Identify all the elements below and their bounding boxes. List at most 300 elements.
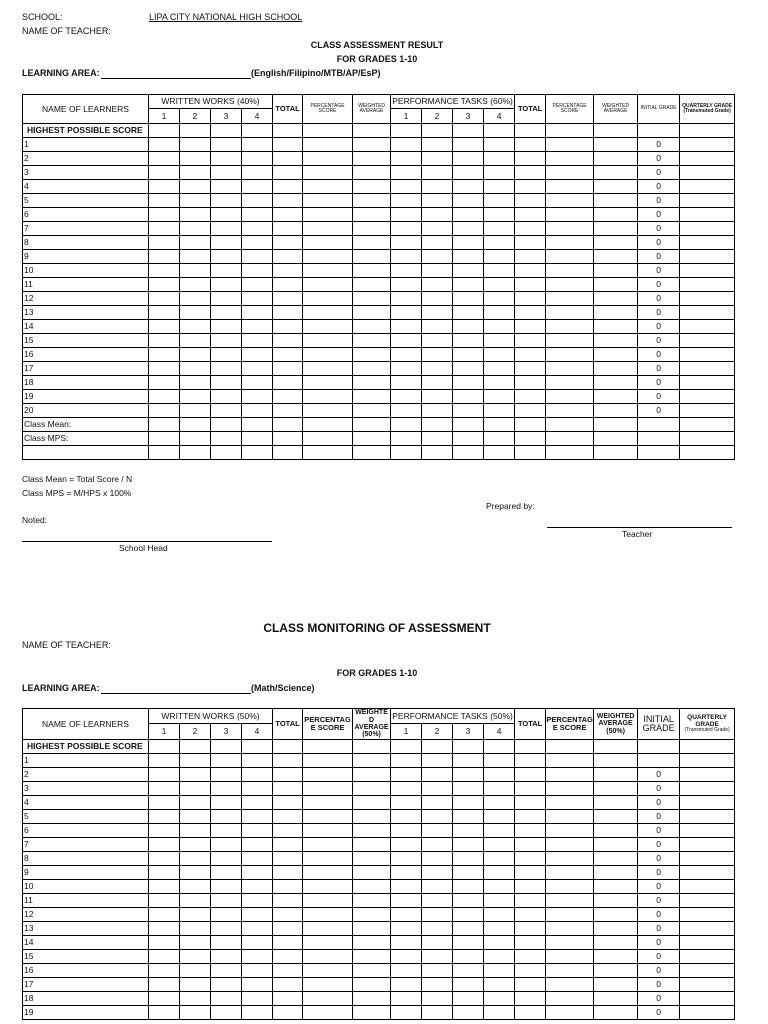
s1-learner-16-cell[interactable] [273, 348, 303, 362]
s2-learner-19-cell[interactable] [353, 1006, 391, 1020]
s1-blank-cell[interactable] [422, 446, 453, 460]
s2-learner-13-cell[interactable] [422, 922, 453, 936]
s1-learner-19-cell[interactable] [422, 390, 453, 404]
s2-hps-cell[interactable] [149, 740, 180, 754]
s2-learner-19-cell[interactable] [594, 1006, 638, 1020]
s1-learner-20-cell[interactable] [594, 404, 638, 418]
s2-learner-17-cell[interactable] [353, 978, 391, 992]
s2-learner-13-cell[interactable] [453, 922, 484, 936]
s2-learner-4-cell[interactable] [594, 796, 638, 810]
s2-learner-7-cell[interactable] [180, 838, 211, 852]
s1-learner-5-cell[interactable] [353, 194, 391, 208]
s1-class-mps-cell[interactable] [422, 432, 453, 446]
s2-learner-16-cell[interactable] [484, 964, 515, 978]
s1-learner-1-cell[interactable] [422, 138, 453, 152]
s1-learner-11-cell[interactable] [211, 278, 242, 292]
s2-learner-16-cell[interactable] [422, 964, 453, 978]
s1-class-mps-cell[interactable] [515, 432, 546, 446]
s2-learner-5-cell[interactable] [353, 810, 391, 824]
s1-learner-3-cell[interactable] [422, 166, 453, 180]
s2-learner-14-cell[interactable] [453, 936, 484, 950]
s1-learner-13-cell[interactable] [546, 306, 594, 320]
s2-learner-12-cell[interactable] [391, 908, 422, 922]
s1-blank-cell[interactable] [149, 446, 180, 460]
s2-learner-8-cell[interactable] [515, 852, 546, 866]
s2-learner-2-cell[interactable] [484, 768, 515, 782]
s2-learner-3-cell[interactable] [273, 782, 303, 796]
s1-learner-3-cell[interactable] [546, 166, 594, 180]
s1-learner-16-cell[interactable] [546, 348, 594, 362]
s1-learner-15-cell[interactable] [594, 334, 638, 348]
s1-learner-14-cell[interactable] [273, 320, 303, 334]
s1-learner-19-cell[interactable] [273, 390, 303, 404]
s1-learner-17-cell[interactable] [303, 362, 353, 376]
s1-blank-cell[interactable] [453, 446, 484, 460]
s1-learner-8-cell[interactable] [515, 236, 546, 250]
s2-learner-7-cell[interactable] [680, 838, 735, 852]
s1-learner-18-cell[interactable] [391, 376, 422, 390]
s1-learner-19-cell[interactable] [353, 390, 391, 404]
s1-learner-6-cell[interactable] [180, 208, 211, 222]
s1-learner-6-cell[interactable] [211, 208, 242, 222]
s2-learner-9-cell[interactable] [242, 866, 273, 880]
s1-learner-2-cell[interactable] [211, 152, 242, 166]
s1-learner-20-cell[interactable] [353, 404, 391, 418]
s1-learner-9-cell[interactable] [680, 250, 735, 264]
s1-blank-cell[interactable] [242, 446, 273, 460]
s1-learner-8-cell[interactable] [353, 236, 391, 250]
s1-learner-4-cell[interactable] [273, 180, 303, 194]
s2-learner-4-cell[interactable] [273, 796, 303, 810]
s1-learner-14-cell[interactable] [353, 320, 391, 334]
s1-learner-15-cell[interactable] [546, 334, 594, 348]
s1-learner-3-initial-grade[interactable]: 0 [638, 166, 680, 180]
s2-learner-10-cell[interactable] [242, 880, 273, 894]
s2-learner-18-cell[interactable] [515, 992, 546, 1006]
s1-learner-20-cell[interactable] [273, 404, 303, 418]
s2-learner-5-cell[interactable] [453, 810, 484, 824]
s1-learner-9-cell[interactable] [391, 250, 422, 264]
s1-learner-11-cell[interactable] [180, 278, 211, 292]
s1-hps-cell[interactable] [353, 124, 391, 138]
s1-learner-13-cell[interactable] [303, 306, 353, 320]
s1-learner-14-cell[interactable] [594, 320, 638, 334]
s1-learner-10-cell[interactable] [180, 264, 211, 278]
s1-learner-7-cell[interactable] [211, 222, 242, 236]
s1-learner-4-cell[interactable] [594, 180, 638, 194]
s1-learner-19-cell[interactable] [680, 390, 735, 404]
s1-learner-17-cell[interactable] [484, 362, 515, 376]
s1-learner-20-cell[interactable] [422, 404, 453, 418]
s1-learner-12-initial-grade[interactable]: 0 [638, 292, 680, 306]
s2-learner-14-cell[interactable] [391, 936, 422, 950]
s1-learner-13-cell[interactable] [273, 306, 303, 320]
s2-learner-6-cell[interactable] [515, 824, 546, 838]
s2-learner-17-cell[interactable] [303, 978, 353, 992]
s2-learner-8-cell[interactable] [391, 852, 422, 866]
s1-learner-6-cell[interactable] [422, 208, 453, 222]
s1-blank-cell[interactable] [594, 446, 638, 460]
s2-learner-8-cell[interactable] [242, 852, 273, 866]
s2-learner-3-cell[interactable] [546, 782, 594, 796]
s2-hps-cell[interactable] [273, 740, 303, 754]
s2-learner-8-cell[interactable] [303, 852, 353, 866]
s1-learner-17-cell[interactable] [422, 362, 453, 376]
s1-learner-8-cell[interactable] [149, 236, 180, 250]
s2-learner-8-initial-grade[interactable]: 0 [638, 852, 680, 866]
s1-learner-20-cell[interactable] [484, 404, 515, 418]
s1-hps-cell[interactable] [149, 124, 180, 138]
s2-learner-15-cell[interactable] [391, 950, 422, 964]
s1-learner-9-cell[interactable] [242, 250, 273, 264]
s2-learner-15-cell[interactable] [149, 950, 180, 964]
s1-learner-12-cell[interactable] [515, 292, 546, 306]
s1-learner-10-cell[interactable] [546, 264, 594, 278]
s1-learner-6-cell[interactable] [594, 208, 638, 222]
s1-learner-20-cell[interactable] [391, 404, 422, 418]
s2-learner-10-cell[interactable] [515, 880, 546, 894]
s1-learner-13-cell[interactable] [353, 306, 391, 320]
s1-learner-9-cell[interactable] [303, 250, 353, 264]
s2-learner-6-cell[interactable] [484, 824, 515, 838]
s1-hps-cell[interactable] [303, 124, 353, 138]
s1-learner-7-cell[interactable] [273, 222, 303, 236]
s1-learner-18-cell[interactable] [149, 376, 180, 390]
s2-learner-13-cell[interactable] [211, 922, 242, 936]
s1-learner-11-cell[interactable] [422, 278, 453, 292]
s1-learner-8-cell[interactable] [546, 236, 594, 250]
s1-learner-7-initial-grade[interactable]: 0 [638, 222, 680, 236]
s1-learner-16-cell[interactable] [422, 348, 453, 362]
s1-learner-17-cell[interactable] [515, 362, 546, 376]
s2-learner-14-cell[interactable] [546, 936, 594, 950]
s2-learner-5-cell[interactable] [211, 810, 242, 824]
s1-learner-1-cell[interactable] [594, 138, 638, 152]
s1-blank-cell[interactable] [680, 446, 735, 460]
s1-learner-12-cell[interactable] [242, 292, 273, 306]
s2-learner-13-cell[interactable] [273, 922, 303, 936]
s2-learner-2-cell[interactable] [680, 768, 735, 782]
s2-learner-1-cell[interactable] [149, 754, 180, 768]
s1-learner-7-cell[interactable] [391, 222, 422, 236]
s1-learner-8-cell[interactable] [180, 236, 211, 250]
s2-learner-14-cell[interactable] [515, 936, 546, 950]
s2-hps-cell[interactable] [211, 740, 242, 754]
s2-learner-6-cell[interactable] [180, 824, 211, 838]
s1-learner-18-initial-grade[interactable]: 0 [638, 376, 680, 390]
s2-learner-3-cell[interactable] [484, 782, 515, 796]
s2-learner-9-cell[interactable] [680, 866, 735, 880]
s2-learner-1-cell[interactable] [638, 754, 680, 768]
s1-class-mean-cell[interactable] [453, 418, 484, 432]
s2-hps-cell[interactable] [180, 740, 211, 754]
s2-learner-17-cell[interactable] [594, 978, 638, 992]
s1-learner-6-cell[interactable] [453, 208, 484, 222]
s1-class-mps-cell[interactable] [242, 432, 273, 446]
s1-learner-5-cell[interactable] [391, 194, 422, 208]
s1-learner-11-cell[interactable] [149, 278, 180, 292]
s2-learner-15-cell[interactable] [546, 950, 594, 964]
s2-learner-15-initial-grade[interactable]: 0 [638, 950, 680, 964]
s1-learner-8-cell[interactable] [391, 236, 422, 250]
s2-learner-14-cell[interactable] [680, 936, 735, 950]
s2-learner-11-cell[interactable] [484, 894, 515, 908]
s2-learner-4-cell[interactable] [242, 796, 273, 810]
s1-learner-11-initial-grade[interactable]: 0 [638, 278, 680, 292]
s2-learner-17-cell[interactable] [180, 978, 211, 992]
s2-learner-17-cell[interactable] [149, 978, 180, 992]
s2-learner-11-cell[interactable] [594, 894, 638, 908]
s2-learner-6-cell[interactable] [391, 824, 422, 838]
s2-learner-5-cell[interactable] [422, 810, 453, 824]
s2-learner-10-cell[interactable] [422, 880, 453, 894]
s2-learner-19-cell[interactable] [515, 1006, 546, 1020]
s2-learner-12-cell[interactable] [180, 908, 211, 922]
s2-learner-14-cell[interactable] [353, 936, 391, 950]
s1-hps-cell[interactable] [453, 124, 484, 138]
s2-learner-14-cell[interactable] [422, 936, 453, 950]
s1-learner-5-initial-grade[interactable]: 0 [638, 194, 680, 208]
s1-learner-17-cell[interactable] [594, 362, 638, 376]
s1-learner-11-cell[interactable] [242, 278, 273, 292]
s2-learner-17-cell[interactable] [453, 978, 484, 992]
s1-learner-13-cell[interactable] [149, 306, 180, 320]
s1-learner-20-initial-grade[interactable]: 0 [638, 404, 680, 418]
s1-learner-1-cell[interactable] [680, 138, 735, 152]
s1-learner-14-cell[interactable] [242, 320, 273, 334]
s2-learner-10-cell[interactable] [453, 880, 484, 894]
s2-learner-1-cell[interactable] [303, 754, 353, 768]
s1-learner-16-cell[interactable] [211, 348, 242, 362]
s2-learner-1-cell[interactable] [273, 754, 303, 768]
s1-class-mean-cell[interactable] [353, 418, 391, 432]
s1-learner-19-cell[interactable] [515, 390, 546, 404]
s1-learner-8-cell[interactable] [594, 236, 638, 250]
learning-area-blank[interactable] [101, 78, 251, 79]
s2-learner-9-cell[interactable] [546, 866, 594, 880]
s2-learner-6-cell[interactable] [594, 824, 638, 838]
s1-class-mps-cell[interactable] [680, 432, 735, 446]
s1-learner-16-cell[interactable] [353, 348, 391, 362]
s1-hps-cell[interactable] [422, 124, 453, 138]
s2-learner-4-cell[interactable] [515, 796, 546, 810]
s1-class-mps-cell[interactable] [546, 432, 594, 446]
s1-learner-2-cell[interactable] [149, 152, 180, 166]
s1-learner-12-cell[interactable] [211, 292, 242, 306]
s1-class-mps-cell[interactable] [484, 432, 515, 446]
s1-learner-12-cell[interactable] [594, 292, 638, 306]
s1-learner-15-initial-grade[interactable]: 0 [638, 334, 680, 348]
s2-learner-19-cell[interactable] [546, 1006, 594, 1020]
s1-learner-15-cell[interactable] [391, 334, 422, 348]
s1-learner-10-cell[interactable] [353, 264, 391, 278]
s1-learner-1-cell[interactable] [242, 138, 273, 152]
s2-learner-14-cell[interactable] [211, 936, 242, 950]
s1-learner-3-cell[interactable] [391, 166, 422, 180]
s2-learner-9-cell[interactable] [149, 866, 180, 880]
s1-learner-10-cell[interactable] [680, 264, 735, 278]
s1-learner-16-cell[interactable] [242, 348, 273, 362]
s1-learner-17-cell[interactable] [180, 362, 211, 376]
s2-hps-cell[interactable] [546, 740, 594, 754]
s1-learner-6-cell[interactable] [303, 208, 353, 222]
s2-learner-4-cell[interactable] [484, 796, 515, 810]
s1-learner-16-cell[interactable] [180, 348, 211, 362]
s1-learner-1-cell[interactable] [303, 138, 353, 152]
s1-learner-4-cell[interactable] [149, 180, 180, 194]
s1-learner-7-cell[interactable] [149, 222, 180, 236]
s1-blank-cell[interactable] [515, 446, 546, 460]
s2-learner-2-cell[interactable] [594, 768, 638, 782]
s2-learner-6-cell[interactable] [242, 824, 273, 838]
s1-learner-20-cell[interactable] [303, 404, 353, 418]
s1-learner-4-cell[interactable] [180, 180, 211, 194]
s2-hps-cell[interactable] [594, 740, 638, 754]
s1-learner-2-cell[interactable] [353, 152, 391, 166]
s2-learner-13-cell[interactable] [594, 922, 638, 936]
s1-learner-3-cell[interactable] [515, 166, 546, 180]
s2-learner-9-cell[interactable] [211, 866, 242, 880]
s2-learner-12-cell[interactable] [453, 908, 484, 922]
s2-learner-10-cell[interactable] [303, 880, 353, 894]
s1-class-mps-cell[interactable] [303, 432, 353, 446]
s1-learner-10-cell[interactable] [594, 264, 638, 278]
s1-learner-2-cell[interactable] [303, 152, 353, 166]
s2-learner-1-cell[interactable] [422, 754, 453, 768]
s1-learner-3-cell[interactable] [484, 166, 515, 180]
s1-learner-14-cell[interactable] [180, 320, 211, 334]
s1-learner-17-cell[interactable] [211, 362, 242, 376]
s1-blank-cell[interactable] [638, 446, 680, 460]
s1-learner-14-cell[interactable] [546, 320, 594, 334]
s2-learner-17-cell[interactable] [391, 978, 422, 992]
s2-learner-15-cell[interactable] [353, 950, 391, 964]
s2-learner-8-cell[interactable] [149, 852, 180, 866]
s1-class-mean-cell[interactable] [422, 418, 453, 432]
s1-learner-12-cell[interactable] [391, 292, 422, 306]
s1-learner-3-cell[interactable] [594, 166, 638, 180]
s2-learner-5-cell[interactable] [484, 810, 515, 824]
s1-learner-17-cell[interactable] [273, 362, 303, 376]
s2-learner-16-cell[interactable] [594, 964, 638, 978]
s2-learner-13-cell[interactable] [546, 922, 594, 936]
s1-learner-17-cell[interactable] [680, 362, 735, 376]
s1-learner-15-cell[interactable] [680, 334, 735, 348]
s2-learner-5-cell[interactable] [594, 810, 638, 824]
s1-learner-17-cell[interactable] [149, 362, 180, 376]
s2-learner-7-cell[interactable] [515, 838, 546, 852]
s1-learner-14-cell[interactable] [484, 320, 515, 334]
s2-learner-11-cell[interactable] [391, 894, 422, 908]
s2-learner-8-cell[interactable] [273, 852, 303, 866]
s1-learner-1-cell[interactable] [353, 138, 391, 152]
s2-learner-10-cell[interactable] [149, 880, 180, 894]
s2-learner-1-cell[interactable] [353, 754, 391, 768]
s1-learner-8-initial-grade[interactable]: 0 [638, 236, 680, 250]
s2-learner-3-cell[interactable] [453, 782, 484, 796]
s1-learner-6-cell[interactable] [680, 208, 735, 222]
s2-learner-15-cell[interactable] [594, 950, 638, 964]
s2-learner-19-cell[interactable] [180, 1006, 211, 1020]
s2-learner-6-initial-grade[interactable]: 0 [638, 824, 680, 838]
s1-learner-8-cell[interactable] [680, 236, 735, 250]
s1-learner-13-cell[interactable] [180, 306, 211, 320]
s2-learner-19-cell[interactable] [453, 1006, 484, 1020]
s2-learner-9-cell[interactable] [453, 866, 484, 880]
s1-learner-13-cell[interactable] [422, 306, 453, 320]
s1-learner-14-cell[interactable] [149, 320, 180, 334]
s2-learner-13-cell[interactable] [391, 922, 422, 936]
s1-blank-cell[interactable] [353, 446, 391, 460]
s1-learner-15-cell[interactable] [303, 334, 353, 348]
s1-learner-3-cell[interactable] [353, 166, 391, 180]
s2-learner-4-cell[interactable] [546, 796, 594, 810]
s1-learner-9-cell[interactable] [211, 250, 242, 264]
s1-learner-10-cell[interactable] [273, 264, 303, 278]
s1-learner-5-cell[interactable] [211, 194, 242, 208]
s1-blank-cell[interactable] [180, 446, 211, 460]
s1-learner-6-cell[interactable] [149, 208, 180, 222]
s1-learner-18-cell[interactable] [594, 376, 638, 390]
s1-learner-13-cell[interactable] [242, 306, 273, 320]
s1-learner-10-cell[interactable] [242, 264, 273, 278]
s2-learner-18-cell[interactable] [391, 992, 422, 1006]
s1-learner-8-cell[interactable] [453, 236, 484, 250]
s2-learner-10-cell[interactable] [273, 880, 303, 894]
s1-learner-3-cell[interactable] [211, 166, 242, 180]
s2-learner-15-cell[interactable] [422, 950, 453, 964]
s1-learner-20-cell[interactable] [453, 404, 484, 418]
s2-learner-2-cell[interactable] [303, 768, 353, 782]
s1-learner-13-cell[interactable] [515, 306, 546, 320]
s1-learner-10-cell[interactable] [422, 264, 453, 278]
s1-learner-14-cell[interactable] [303, 320, 353, 334]
s1-learner-17-cell[interactable] [353, 362, 391, 376]
s2-learner-2-cell[interactable] [546, 768, 594, 782]
s1-learner-10-cell[interactable] [149, 264, 180, 278]
s2-learner-10-cell[interactable] [391, 880, 422, 894]
s2-learner-1-cell[interactable] [680, 754, 735, 768]
s1-learner-16-cell[interactable] [680, 348, 735, 362]
s2-learner-14-cell[interactable] [273, 936, 303, 950]
s2-learner-19-cell[interactable] [211, 1006, 242, 1020]
s1-learner-11-cell[interactable] [353, 278, 391, 292]
s1-learner-6-initial-grade[interactable]: 0 [638, 208, 680, 222]
s1-blank-cell[interactable] [484, 446, 515, 460]
teacher-signature-line[interactable] [547, 527, 732, 528]
s2-learner-6-cell[interactable] [422, 824, 453, 838]
s2-learner-2-cell[interactable] [515, 768, 546, 782]
s1-learner-9-cell[interactable] [546, 250, 594, 264]
s2-learner-18-cell[interactable] [353, 992, 391, 1006]
s2-learner-12-cell[interactable] [303, 908, 353, 922]
s1-hps-cell[interactable] [211, 124, 242, 138]
s2-learner-3-cell[interactable] [391, 782, 422, 796]
s1-class-mean-cell[interactable] [546, 418, 594, 432]
s1-learner-2-cell[interactable] [484, 152, 515, 166]
s2-learner-16-cell[interactable] [242, 964, 273, 978]
s2-learner-8-cell[interactable] [546, 852, 594, 866]
s1-learner-2-cell[interactable] [273, 152, 303, 166]
s1-learner-13-cell[interactable] [211, 306, 242, 320]
s2-learner-3-cell[interactable] [353, 782, 391, 796]
s2-learner-18-cell[interactable] [149, 992, 180, 1006]
s2-learner-6-cell[interactable] [453, 824, 484, 838]
s2-learner-2-cell[interactable] [422, 768, 453, 782]
s2-learner-7-cell[interactable] [594, 838, 638, 852]
s2-learner-7-cell[interactable] [149, 838, 180, 852]
s2-learner-17-cell[interactable] [273, 978, 303, 992]
